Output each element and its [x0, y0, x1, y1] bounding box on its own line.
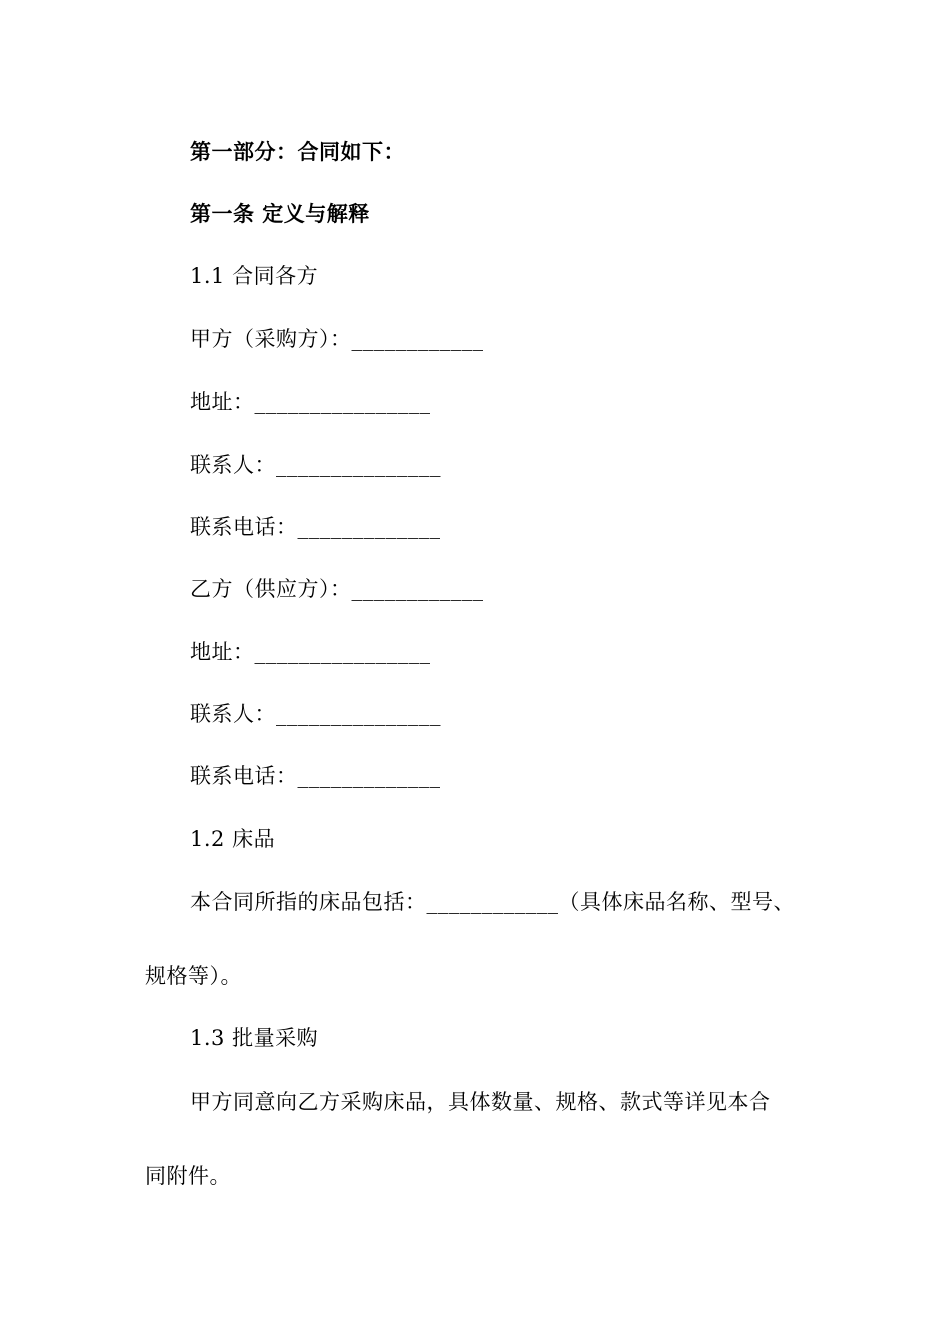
- section-1-1-heading: 1.1 合同各方: [190, 264, 319, 288]
- bedding-paragraph-line-2: 规格等）。: [145, 964, 242, 988]
- section-1-3-heading: 1.3 批量采购: [190, 1026, 319, 1050]
- part-heading: 第一部分：合同如下：: [190, 140, 405, 164]
- party-b-address-line: 地址：________________: [190, 640, 431, 664]
- party-a-contact-line: 联系人：_______________: [190, 453, 441, 477]
- party-b-contact-line: 联系人：_______________: [190, 702, 441, 726]
- bedding-paragraph-line-1: 本合同所指的床品包括：____________（具体床品名称、型号、: [190, 890, 795, 914]
- party-b-line: 乙方（供应方）：____________: [190, 577, 484, 601]
- bulk-paragraph-line-1: 甲方同意向乙方采购床品，具体数量、规格、款式等详见本合: [190, 1090, 771, 1114]
- party-a-phone-line: 联系电话：_____________: [190, 515, 441, 539]
- bulk-paragraph-line-2: 同附件。: [145, 1164, 231, 1188]
- section-1-2-heading: 1.2 床品: [190, 827, 276, 851]
- party-b-phone-line: 联系电话：_____________: [190, 764, 441, 788]
- party-a-line: 甲方（采购方）：____________: [190, 327, 484, 351]
- party-a-address-line: 地址：________________: [190, 390, 431, 414]
- article-heading: 第一条 定义与解释: [190, 202, 370, 226]
